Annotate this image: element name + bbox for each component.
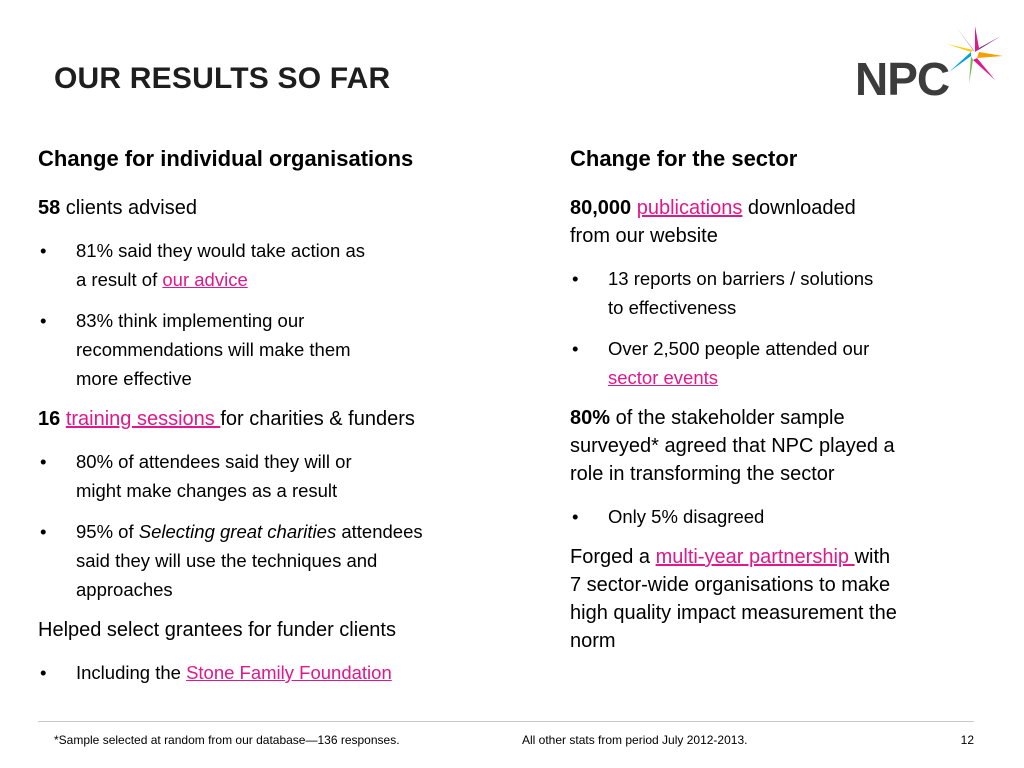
footnote-sample: *Sample selected at random from our database—136 responses. [54,733,400,747]
footer-divider [38,721,974,722]
sector-events-link[interactable]: sector events [608,367,719,388]
bullet-text: a result of [76,269,163,290]
partnership-text: norm [570,630,616,652]
stakeholder-text: role in transforming the sector [570,463,835,485]
npc-logo [855,22,1005,105]
bullet-text: Including the [76,662,187,683]
publications [570,194,1000,250]
logo-text: NPC [855,53,950,105]
partnership-text: 7 sector-wide organisations to make [570,574,891,596]
stakeholder-text: surveyed* agreed that NPC played a [570,435,895,457]
publications-link[interactable]: publications [636,197,743,219]
bullet-text: 83% think implementing our [76,310,305,331]
bullet-text: Over 2,500 people attended our [608,338,870,359]
bullet-text: 13 reports on barriers / solutions [608,268,874,289]
multi-year-partnership-link[interactable]: multi-year partnership [655,546,855,568]
bullet-attendees [38,447,538,505]
partnership [570,543,1000,655]
partnership-text: high quality impact measurement the [570,602,897,624]
bullet-text: attendees [336,521,423,542]
bullet-disagreed [570,502,1000,531]
bullet-stone [38,658,538,687]
left-column [38,146,538,699]
footnote-period: All other stats from period July 2012-2013. [522,733,748,747]
clients-number: 58 [38,197,61,219]
bullet-text: might make changes as a result [76,480,338,501]
bullet-text: Only 5% disagreed [608,506,765,527]
training-text: for charities & funders [220,408,415,430]
selecting-title: Selecting great charities [138,521,337,542]
page-number: 12 [960,733,974,747]
bullet-text: said they will use the techniques and [76,550,378,571]
bullet-recommendations [38,306,538,393]
bullet-events [570,334,1000,392]
bullet-selecting [38,517,538,604]
right-column [570,146,1000,669]
bullet-text: approaches [76,579,173,600]
bullet-text: more effective [76,368,192,389]
stakeholder-number: 80% [570,407,611,429]
bullet-text: 80% of attendees said they will or [76,451,352,472]
clients-advised [38,194,538,222]
training-number: 16 [38,408,61,430]
partnership-text: Forged a [570,546,656,568]
left-heading: Change for individual organisations [38,146,414,171]
grantees: Helped select grantees for funder clients [38,619,396,641]
publications-text: from our website [570,225,718,247]
training-sessions [38,405,538,433]
publications-text: downloaded [742,197,856,219]
bullet-text: 95% of [76,521,139,542]
bullet-advice [38,236,538,294]
stakeholder-stat [570,404,1000,488]
stone-family-foundation-link[interactable]: Stone Family Foundation [186,662,392,683]
bullet-text: to effectiveness [608,297,737,318]
star-icon [943,22,1007,86]
publications-number: 80,000 [570,197,632,219]
clients-text: clients advised [60,197,197,219]
our-advice-link[interactable]: our advice [162,269,248,290]
bullet-text: 81% said they would take action as [76,240,365,261]
training-sessions-link[interactable]: training sessions [65,408,221,430]
bullet-text: recommendations will make them [76,339,351,360]
partnership-text: with [854,546,891,568]
bullet-reports [570,264,1000,322]
page-title: OUR RESULTS SO FAR [54,62,391,95]
stakeholder-text: of the stakeholder sample [610,407,845,429]
right-heading: Change for the sector [570,146,798,171]
